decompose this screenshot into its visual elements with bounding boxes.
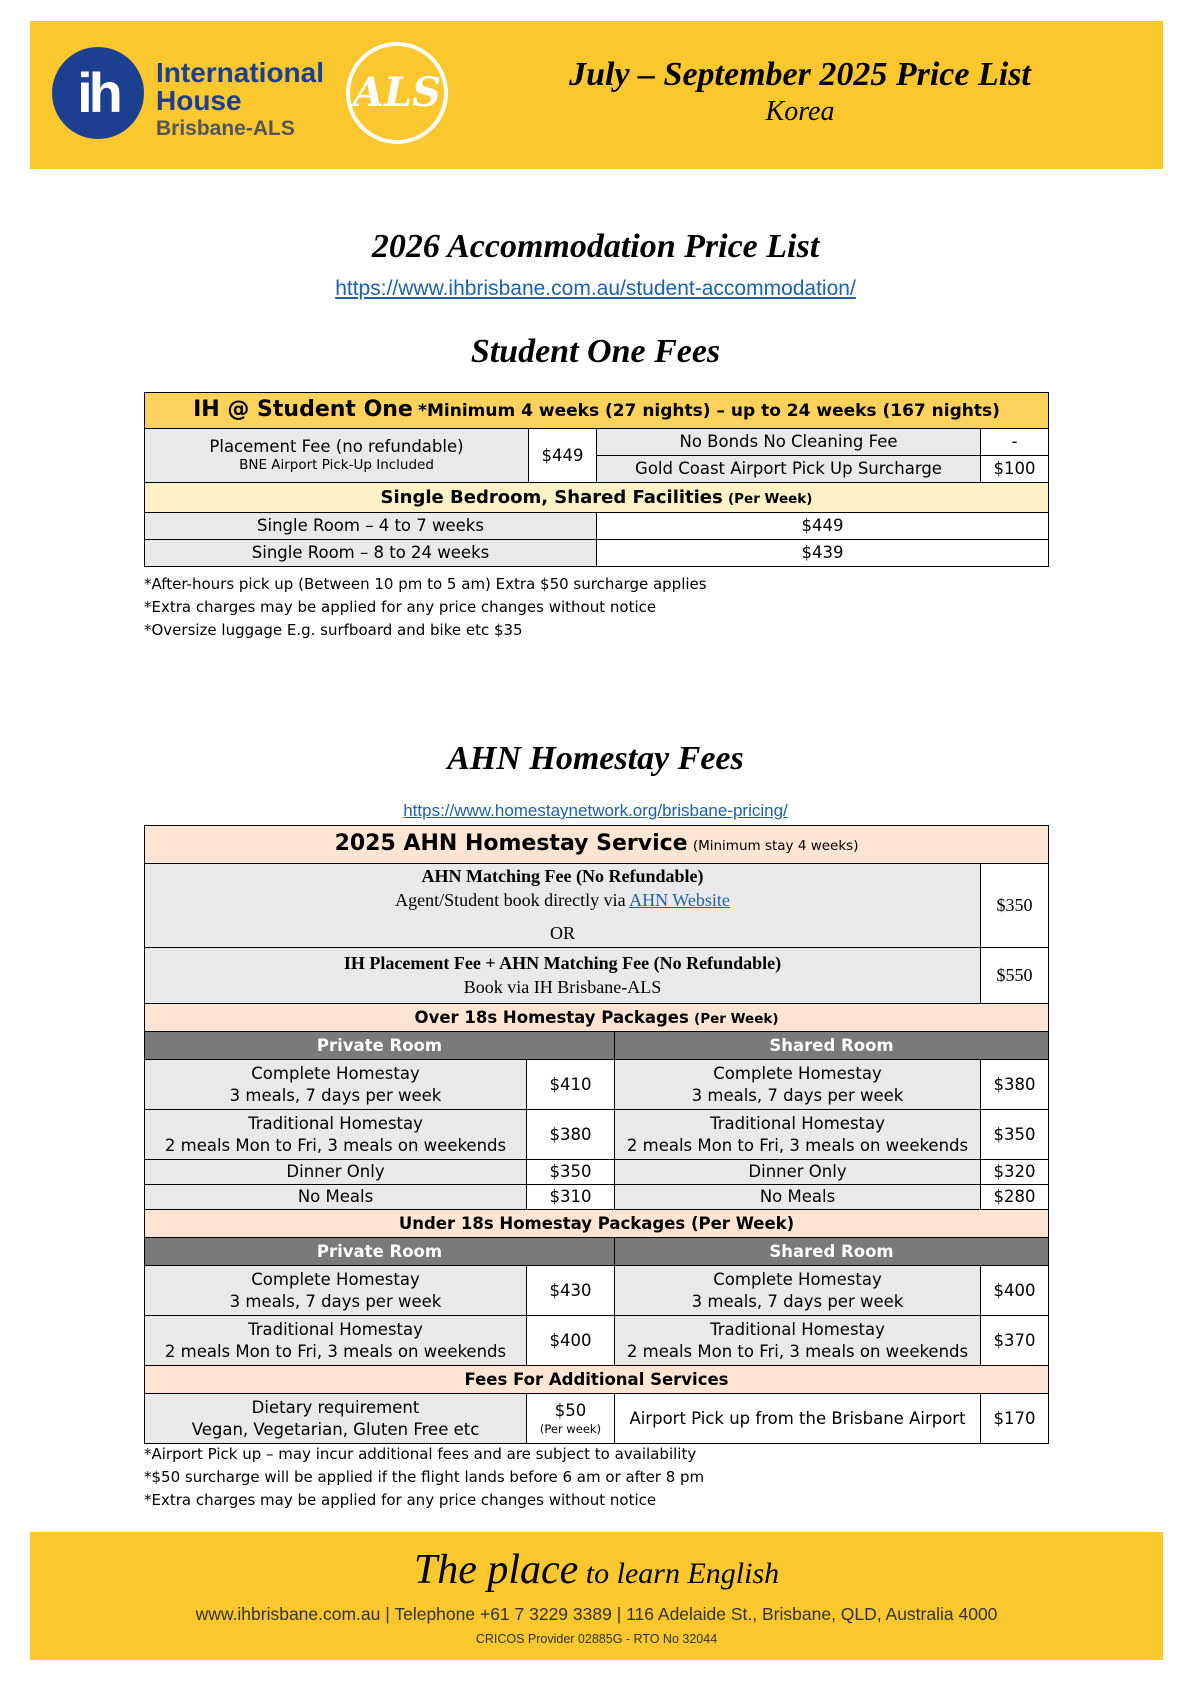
single-room-price: $439: [597, 540, 1049, 567]
package-detail: 3 meals, 7 days per week: [229, 1085, 442, 1105]
over18-note: (Per Week): [694, 1010, 779, 1027]
dietary-sub: Vegan, Vegetarian, Gluten Free etc: [191, 1419, 480, 1439]
table-row: [145, 1316, 1049, 1366]
ih-fee-cell: [145, 948, 981, 1004]
matching-fee-sub: Agent/Student book directly via: [395, 889, 630, 910]
dietary-cell: [145, 1394, 527, 1444]
package-name: Dinner Only: [145, 1160, 527, 1185]
package-cell: [615, 1316, 981, 1366]
table-row: [145, 864, 1049, 948]
package-name: Dinner Only: [615, 1160, 981, 1185]
or-label: OR: [549, 923, 575, 944]
dietary-price-cell: [527, 1394, 615, 1444]
package-detail: 3 meals, 7 days per week: [691, 1291, 904, 1311]
over18-header: [145, 1004, 1049, 1032]
package-cell: [145, 1266, 527, 1316]
table-row: [145, 1004, 1049, 1032]
ih-logo-icon: [52, 47, 144, 139]
placement-fee-price: $449: [529, 429, 597, 483]
matching-fee-label: AHN Matching Fee (No Refundable): [421, 866, 704, 887]
package-cell: [615, 1060, 981, 1110]
package-name: Complete Homestay: [251, 1064, 420, 1084]
package-name: Complete Homestay: [251, 1270, 420, 1290]
homestay-header: [145, 826, 1049, 864]
private-price: $350: [527, 1160, 615, 1185]
logo-wordmark: [156, 59, 324, 139]
single-bedroom-header: [145, 483, 1049, 513]
private-room-header: Private Room: [145, 1032, 615, 1060]
package-name: No Meals: [615, 1185, 981, 1210]
private-room-header: Private Room: [145, 1238, 615, 1266]
homestay-title: AHN Homestay Fees: [447, 740, 744, 777]
student-one-notes: [144, 573, 707, 642]
student-one-header-row: [145, 393, 1049, 429]
table-row: [145, 1060, 1049, 1110]
homestay-table-note: (Minimum stay 4 weeks): [692, 838, 859, 855]
shared-price: $280: [981, 1185, 1049, 1210]
als-logo-icon: [346, 42, 448, 144]
tagline-script: The place: [413, 1547, 579, 1593]
footer-contact: www.ihbrisbane.com.au | Telephone +61 7 3229 3389 | 116 Adelaide St., Brisbane, QLD, Australia 4000: [195, 1604, 998, 1624]
homestay-link[interactable]: https://www.homestaynetwork.org/brisbane-pricing/: [403, 801, 788, 820]
table-row: [145, 1366, 1049, 1394]
homestay-table: [144, 825, 1049, 1444]
package-name: Traditional Homestay: [248, 1114, 423, 1134]
single-room-label: Single Room – 8 to 24 weeks: [145, 540, 597, 567]
ih-fee-sub: Book via IH Brisbane-ALS: [463, 976, 662, 997]
accommodation-title: 2026 Accommodation Price List: [371, 228, 820, 265]
placement-fee-cell: [145, 429, 529, 483]
single-room-label: Single Room – 4 to 7 weeks: [145, 513, 597, 540]
airport-label: Airport Pick up from the Brisbane Airport: [615, 1394, 981, 1444]
airport-price: $170: [981, 1394, 1049, 1444]
logo-line-international: International: [156, 57, 325, 88]
package-cell: [145, 1060, 527, 1110]
private-price: $400: [527, 1316, 615, 1366]
package-detail: 2 meals Mon to Fri, 3 meals on weekends: [164, 1135, 507, 1155]
package-detail: 3 meals, 7 days per week: [229, 1291, 442, 1311]
footer-cricos: CRICOS Provider 02885G - RTO No 32044: [475, 1632, 718, 1646]
package-detail: 3 meals, 7 days per week: [691, 1085, 904, 1105]
note: *$50 surcharge will be applied if the flight lands before 6 am or after 8 pm: [144, 1468, 705, 1486]
shared-price: $400: [981, 1266, 1049, 1316]
additional-services-title: Fees For Additional Services: [145, 1366, 1049, 1394]
private-price: $310: [527, 1185, 615, 1210]
table-row: [145, 513, 1049, 540]
homestay-header-row: [145, 826, 1049, 864]
package-name: Traditional Homestay: [710, 1320, 885, 1340]
single-room-price: $449: [597, 513, 1049, 540]
note: *Airport Pick up – may incur additional fees and are subject to availability: [144, 1445, 697, 1463]
homestay-table-title: 2025 AHN Homestay Service: [334, 831, 688, 857]
ih-fee-label: IH Placement Fee + AHN Matching Fee (No Refundable): [343, 953, 782, 974]
table-row: [145, 948, 1049, 1004]
shared-price: $350: [981, 1110, 1049, 1160]
private-price: $430: [527, 1266, 615, 1316]
shared-price: $380: [981, 1060, 1049, 1110]
package-detail: 2 meals Mon to Fri, 3 meals on weekends: [164, 1341, 507, 1361]
package-cell: [145, 1316, 527, 1366]
placement-fee-label: Placement Fee (no refundable): [209, 437, 464, 456]
logo-line-brisbane-als: Brisbane-ALS: [156, 117, 295, 140]
package-name: Complete Homestay: [713, 1064, 882, 1084]
note: *Extra charges may be applied for any price changes without notice: [144, 598, 657, 616]
package-cell: [615, 1110, 981, 1160]
package-name: Traditional Homestay: [710, 1114, 885, 1134]
table-row: [145, 1394, 1049, 1444]
private-price: $410: [527, 1060, 615, 1110]
table-row: [145, 540, 1049, 567]
package-detail: 2 meals Mon to Fri, 3 meals on weekends: [626, 1135, 969, 1155]
table-row: [145, 1110, 1049, 1160]
private-price: $380: [527, 1110, 615, 1160]
ih-fee-price: $550: [981, 948, 1049, 1004]
single-bedroom-note: (Per Week): [727, 490, 813, 507]
shared-room-header: Shared Room: [615, 1238, 1049, 1266]
placement-fee-sub: BNE Airport Pick-Up Included: [239, 457, 434, 474]
package-detail: 2 meals Mon to Fri, 3 meals on weekends: [626, 1341, 969, 1361]
table-row: [145, 429, 1049, 456]
table-row: [145, 1238, 1049, 1266]
student-one-header: [145, 393, 1049, 429]
price-list-title: July – September 2025 Price List: [569, 56, 1031, 93]
over18-title: Over 18s Homestay Packages: [414, 1007, 689, 1027]
note: *Oversize luggage E.g. surfboard and bike etc $35: [144, 621, 523, 639]
student-one-table: [144, 392, 1049, 567]
table-row: [145, 1210, 1049, 1238]
under18-title: Under 18s Homestay Packages (Per Week): [145, 1210, 1049, 1238]
note: *After-hours pick up (Between 10 pm to 5 am) Extra $50 surcharge applies: [144, 575, 707, 593]
package-name: No Meals: [145, 1185, 527, 1210]
ih-logo-text: ih: [77, 61, 119, 124]
package-name: Traditional Homestay: [248, 1320, 423, 1340]
footer-band: [30, 1532, 1163, 1660]
table-row: [145, 1185, 1049, 1210]
gold-coast-price: $100: [981, 456, 1049, 483]
table-row: [145, 1266, 1049, 1316]
no-bonds-price: -: [981, 429, 1049, 456]
student-one-table-title: IH @ Student One: [193, 397, 413, 423]
table-row: [145, 1032, 1049, 1060]
table-row: [145, 1160, 1049, 1185]
ahn-website-link[interactable]: AHN Website: [629, 889, 730, 910]
package-cell: [145, 1110, 527, 1160]
note: *Extra charges may be applied for any price changes without notice: [144, 1491, 657, 1509]
price-list-country: Korea: [765, 96, 835, 127]
matching-fee-price: $350: [981, 864, 1049, 948]
shared-room-header: Shared Room: [615, 1032, 1049, 1060]
gold-coast-label: Gold Coast Airport Pick Up Surcharge: [597, 456, 981, 483]
single-bedroom-title: Single Bedroom, Shared Facilities: [380, 486, 723, 508]
footer-tagline: [30, 1546, 1163, 1594]
package-name: Complete Homestay: [713, 1270, 882, 1290]
shared-price: $320: [981, 1160, 1049, 1185]
shared-price: $370: [981, 1316, 1049, 1366]
dietary-label: Dietary requirement: [251, 1398, 420, 1418]
package-cell: [615, 1266, 981, 1316]
student-one-title: Student One Fees: [470, 333, 721, 370]
header-band: [30, 21, 1163, 169]
logo-line-house: House: [156, 85, 242, 116]
no-bonds-label: No Bonds No Cleaning Fee: [597, 429, 981, 456]
accommodation-link[interactable]: https://www.ihbrisbane.com.au/student-accommodation/: [335, 277, 856, 300]
student-one-table-note: *Minimum 4 weeks (27 nights) – up to 24 weeks (167 nights): [418, 401, 1000, 422]
als-logo-text: ALS: [352, 69, 442, 116]
matching-fee-cell: [145, 864, 981, 948]
homestay-notes: [144, 1443, 704, 1512]
dietary-price-note: (Per week): [539, 1421, 602, 1436]
table-row: [145, 483, 1049, 513]
dietary-price: $50: [554, 1401, 587, 1421]
tagline-rest: to learn English: [585, 1557, 780, 1590]
